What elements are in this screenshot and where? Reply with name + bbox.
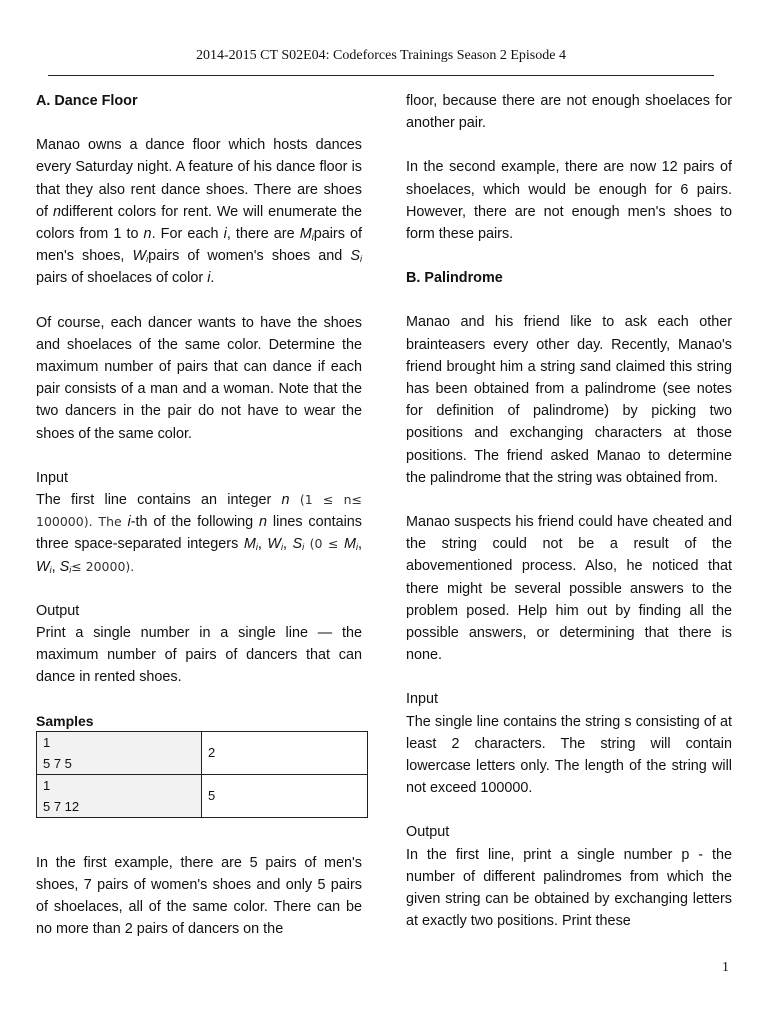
var-w: W bbox=[267, 536, 281, 553]
input-label: Input bbox=[406, 691, 439, 708]
var-s: S bbox=[59, 558, 70, 575]
var-w: W bbox=[132, 248, 147, 265]
left-column bbox=[36, 90, 362, 940]
page-number: 1 bbox=[722, 960, 729, 975]
output-text: Print a single number in a single line — the maximum number of pairs of dancers that can dance in rented shoes. bbox=[36, 625, 362, 686]
text: , bbox=[257, 536, 268, 553]
input-label: Input bbox=[36, 469, 69, 486]
text: pairs of men's shoes, bbox=[36, 226, 362, 265]
var-s: S bbox=[292, 536, 303, 553]
samples-table bbox=[36, 731, 368, 818]
var-s: S bbox=[350, 248, 360, 265]
problem-b-output bbox=[406, 821, 732, 932]
table-row bbox=[37, 774, 368, 817]
problem-a-task: Of course, each dancer wants to have the shoes and shoelaces of the same color. Determine the maximum number of pairs that can dance if each pair consists of a man and a woman. Note that the two dancers in the pair do not have to wear the shoes of the same color. bbox=[36, 314, 362, 442]
problem-a-note1-continued: floor, because there are not enough shoelaces for another pair. bbox=[406, 93, 732, 132]
problem-a-input bbox=[36, 467, 362, 578]
var-n: n bbox=[53, 203, 62, 220]
output-label: Output bbox=[406, 824, 450, 841]
sample-input-line: 1 bbox=[43, 777, 51, 793]
text: , bbox=[51, 558, 60, 575]
text: lines contains three space-separated integers bbox=[36, 514, 362, 553]
text: . bbox=[210, 270, 215, 287]
problem-a-output bbox=[36, 600, 362, 689]
problem-a-note1: In the first example, there are 5 pairs of men's shoes, 7 pairs of women's shoes and only 5 pairs of shoelaces, all of the same color. There can be no more than 2 pairs of dancers on the bbox=[36, 854, 362, 938]
sub-i: i bbox=[311, 232, 314, 243]
text: , there are bbox=[226, 226, 300, 243]
sub-i: i bbox=[49, 564, 52, 575]
sub-i: i bbox=[356, 542, 359, 553]
text: . For each bbox=[151, 226, 224, 243]
sub-i: i bbox=[255, 542, 258, 553]
text: Manao owns a dance floor which hosts dances every Saturday night. A feature of his dance floor is that they also rent dance shoes. There are shoes of bbox=[36, 137, 362, 220]
var-n: n bbox=[281, 492, 290, 509]
problem-b-title: B. Palindrome bbox=[406, 270, 503, 287]
sample-input-line: 1 bbox=[43, 734, 51, 750]
problem-a-title: A. Dance Floor bbox=[36, 93, 138, 109]
problem-b-input bbox=[406, 688, 732, 799]
sub-i: i bbox=[359, 254, 362, 265]
text: and claimed this string has been obtained from a palindrome (see notes for definition of palindrome) by picking two positions and exchanging characters at those positions. The friend asked Manao to determine the palindrome that the string was obtained from. bbox=[406, 358, 732, 486]
sample-output: 2 bbox=[202, 731, 368, 774]
var-n: n bbox=[143, 226, 152, 243]
output-label: Output bbox=[36, 602, 80, 619]
sub-i: i bbox=[302, 542, 305, 553]
var-n: n bbox=[259, 514, 268, 531]
right-column bbox=[406, 90, 732, 933]
var-m: M bbox=[243, 536, 256, 553]
text: pairs of women's shoes and bbox=[148, 248, 351, 265]
var-s: s bbox=[579, 358, 588, 375]
constraint-close: ≤ 20000) bbox=[71, 558, 131, 574]
output-text: In the first line, print a single number p - the number of different palindromes from which the given string can be obtained by exchanging letters at exactly two positions. Print these bbox=[406, 846, 732, 930]
var-i: i bbox=[207, 270, 211, 287]
var-w: W bbox=[36, 558, 50, 575]
var-i: i bbox=[223, 226, 227, 243]
var-m: M bbox=[299, 226, 312, 243]
sample-input bbox=[37, 774, 202, 817]
input-text: The single line contains the string s consisting of at least 2 characters. The string will contain lowercase letters only. The length of the string will not exceed 100000. bbox=[406, 713, 732, 797]
text: -th of the following bbox=[130, 514, 260, 531]
text: . The bbox=[88, 514, 128, 530]
problem-a-note2: In the second example, there are now 12 pairs of shoelaces, which would be enough for 6 pairs. However, there are not enough men's shoes to form these pairs. bbox=[406, 159, 732, 243]
sub-i: i bbox=[146, 254, 149, 265]
sample-input bbox=[37, 731, 202, 774]
text: . bbox=[130, 558, 135, 574]
header-rule bbox=[48, 75, 714, 76]
text: , bbox=[358, 536, 363, 553]
table-row bbox=[37, 731, 368, 774]
page-header: 2014-2015 CT S02E04: Codeforces Trainings Season 2 Episode 4 bbox=[196, 48, 566, 63]
text: , bbox=[282, 536, 293, 553]
text: Manao and his friend like to ask each other brainteasers every other day. Recently, Manao's friend brought him a string bbox=[406, 314, 732, 375]
text: pairs of shoelaces of color bbox=[36, 270, 208, 287]
sub-i: i bbox=[69, 564, 72, 575]
constraint-n: (1 ≤ n≤ 100000) bbox=[36, 492, 362, 530]
var-m: M bbox=[344, 536, 357, 553]
samples-label: Samples bbox=[36, 712, 94, 729]
sample-output: 5 bbox=[202, 774, 368, 817]
problem-a-statement bbox=[36, 134, 362, 289]
var-i: i bbox=[127, 514, 131, 531]
problem-b-statement bbox=[406, 311, 732, 489]
constraint-open: (0 ≤ bbox=[309, 536, 345, 552]
sample-input-line: 5 7 12 bbox=[43, 798, 80, 814]
text: different colors for rent. We will enumerate the colors from 1 to bbox=[36, 203, 362, 243]
problem-b-task: Manao suspects his friend could have cheated and the string could not be a result of the abovementioned process. Also, he noticed that there might be several possible answers to the problem posed. Help him out by finding all the possible answers, or determining that there is none. bbox=[406, 514, 732, 664]
sample-input-line: 5 7 5 bbox=[43, 755, 72, 771]
text: The first line contains an integer bbox=[36, 492, 282, 509]
sub-i: i bbox=[280, 542, 283, 553]
